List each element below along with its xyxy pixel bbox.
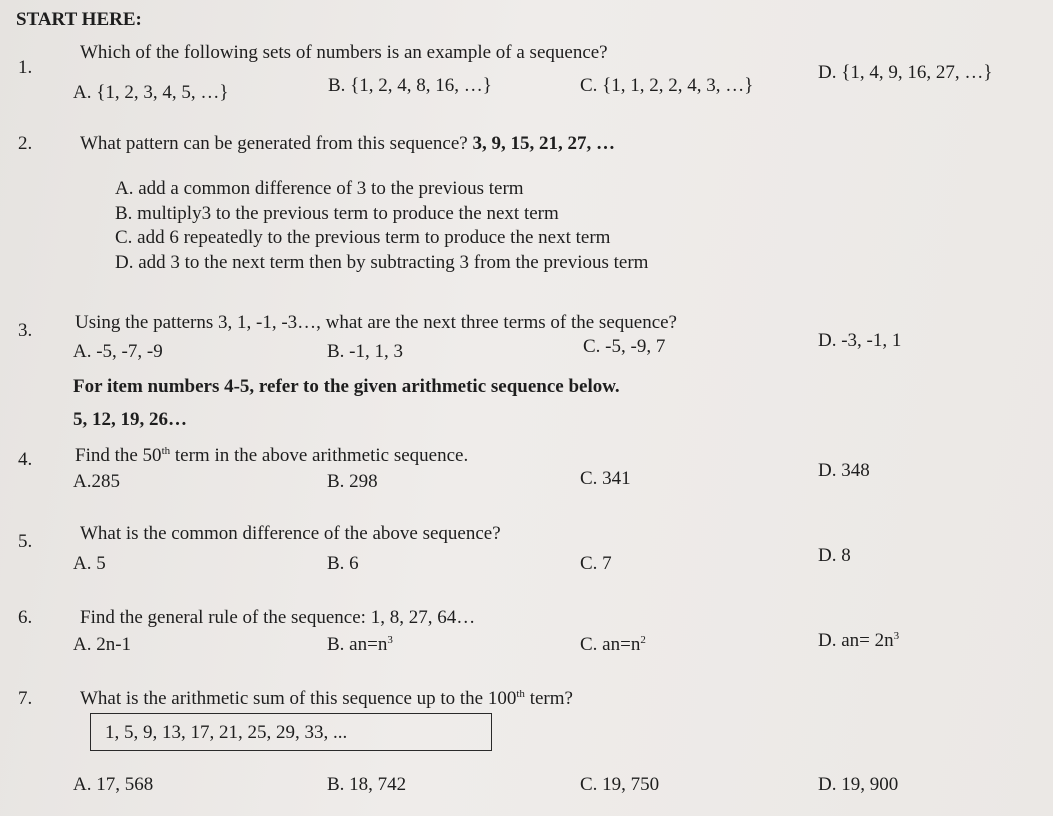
reference-sequence: 5, 12, 19, 26… xyxy=(73,409,187,430)
q3-option-a: A. -5, -7, -9 xyxy=(73,341,163,362)
q7-option-b: B. 18, 742 xyxy=(327,774,407,795)
q3-option-d: D. -3, -1, 1 xyxy=(818,330,902,351)
q7-sequence: 1, 5, 9, 13, 17, 21, 25, 29, 33, ... xyxy=(105,722,348,743)
q6-option-c-sup: 2 xyxy=(640,634,646,646)
reference-text: For item numbers 4-5, refer to the given arithmetic sequence below. xyxy=(73,376,620,397)
q6-option-b-sup: 3 xyxy=(387,634,393,646)
q1-option-c: C. {1, 1, 2, 2, 4, 3, …} xyxy=(580,75,754,96)
q5-option-d: D. 8 xyxy=(818,545,851,566)
q2-option-c: C. add 6 repeatedly to the previous term to produce the next term xyxy=(115,227,611,248)
q6-option-b xyxy=(327,634,393,656)
q3-option-b: B. -1, 1, 3 xyxy=(327,341,403,362)
q6-option-d-sup: 3 xyxy=(893,630,900,642)
q2-question xyxy=(80,133,615,155)
q7-option-a: A. 17, 568 xyxy=(73,774,154,795)
q6-text: Find the general rule of the sequence: 1, 8, 27, 64… xyxy=(80,607,476,628)
q7-text-post: term? xyxy=(524,688,573,709)
q5-option-c: C. 7 xyxy=(580,553,612,574)
q4-text-pre: Find the 50 xyxy=(75,445,162,466)
q6-option-c xyxy=(580,634,646,656)
q2-option-d: D. add 3 to the next term then by subtracting 3 from the previous term xyxy=(115,252,649,273)
q7-option-d: D. 19, 900 xyxy=(818,774,899,795)
q4-text-sup: th xyxy=(161,445,171,457)
q5-option-b: B. 6 xyxy=(327,553,359,574)
q5-number: 5. xyxy=(18,531,33,552)
q4-number: 4. xyxy=(18,449,33,470)
q2-sequence: 3, 9, 15, 21, 27, … xyxy=(472,133,615,154)
q7-text-sup: th xyxy=(516,688,525,700)
q6-option-d xyxy=(818,630,899,652)
q6-option-c-text: C. an=n xyxy=(580,634,641,655)
q3-option-c: C. -5, -9, 7 xyxy=(583,336,666,357)
q1-number: 1. xyxy=(18,57,33,78)
q4-option-d: D. 348 xyxy=(818,460,870,481)
q2-option-a: A. add a common difference of 3 to the previous term xyxy=(115,178,524,199)
q6-option-d-text: D. an= 2n xyxy=(818,630,894,651)
q6-number: 6. xyxy=(18,607,33,628)
header: START HERE: xyxy=(16,9,142,30)
q6-option-b-text: B. an=n xyxy=(327,634,388,655)
q1-option-a: A. {1, 2, 3, 4, 5, …} xyxy=(73,82,229,103)
q4-question xyxy=(75,445,468,467)
q1-text: Which of the following sets of numbers is an example of a sequence? xyxy=(80,42,608,63)
q7-number: 7. xyxy=(18,688,33,709)
q1-option-b: B. {1, 2, 4, 8, 16, …} xyxy=(328,75,492,96)
q5-text: What is the common difference of the above sequence? xyxy=(80,523,501,544)
q6-option-a: A. 2n-1 xyxy=(73,634,132,655)
q2-option-b: B. multiply3 to the previous term to produce the next term xyxy=(115,203,559,224)
q1-option-d: D. {1, 4, 9, 16, 27, …} xyxy=(818,62,993,83)
q7-option-c: C. 19, 750 xyxy=(580,774,660,795)
q4-option-b: B. 298 xyxy=(327,471,378,492)
q2-number: 2. xyxy=(18,133,33,154)
q7-text-pre: What is the arithmetic sum of this sequence up to the 100 xyxy=(80,688,517,709)
q4-option-a: A.285 xyxy=(73,471,120,492)
q4-option-c: C. 341 xyxy=(580,468,631,489)
q3-number: 3. xyxy=(18,320,33,341)
q5-option-a: A. 5 xyxy=(73,553,106,574)
q4-text-post: term in the above arithmetic sequence. xyxy=(170,445,469,466)
q2-text: What pattern can be generated from this sequence? xyxy=(80,133,473,154)
q7-question xyxy=(80,688,573,710)
q3-text: Using the patterns 3, 1, -1, -3…, what are the next three terms of the sequence? xyxy=(75,312,677,333)
